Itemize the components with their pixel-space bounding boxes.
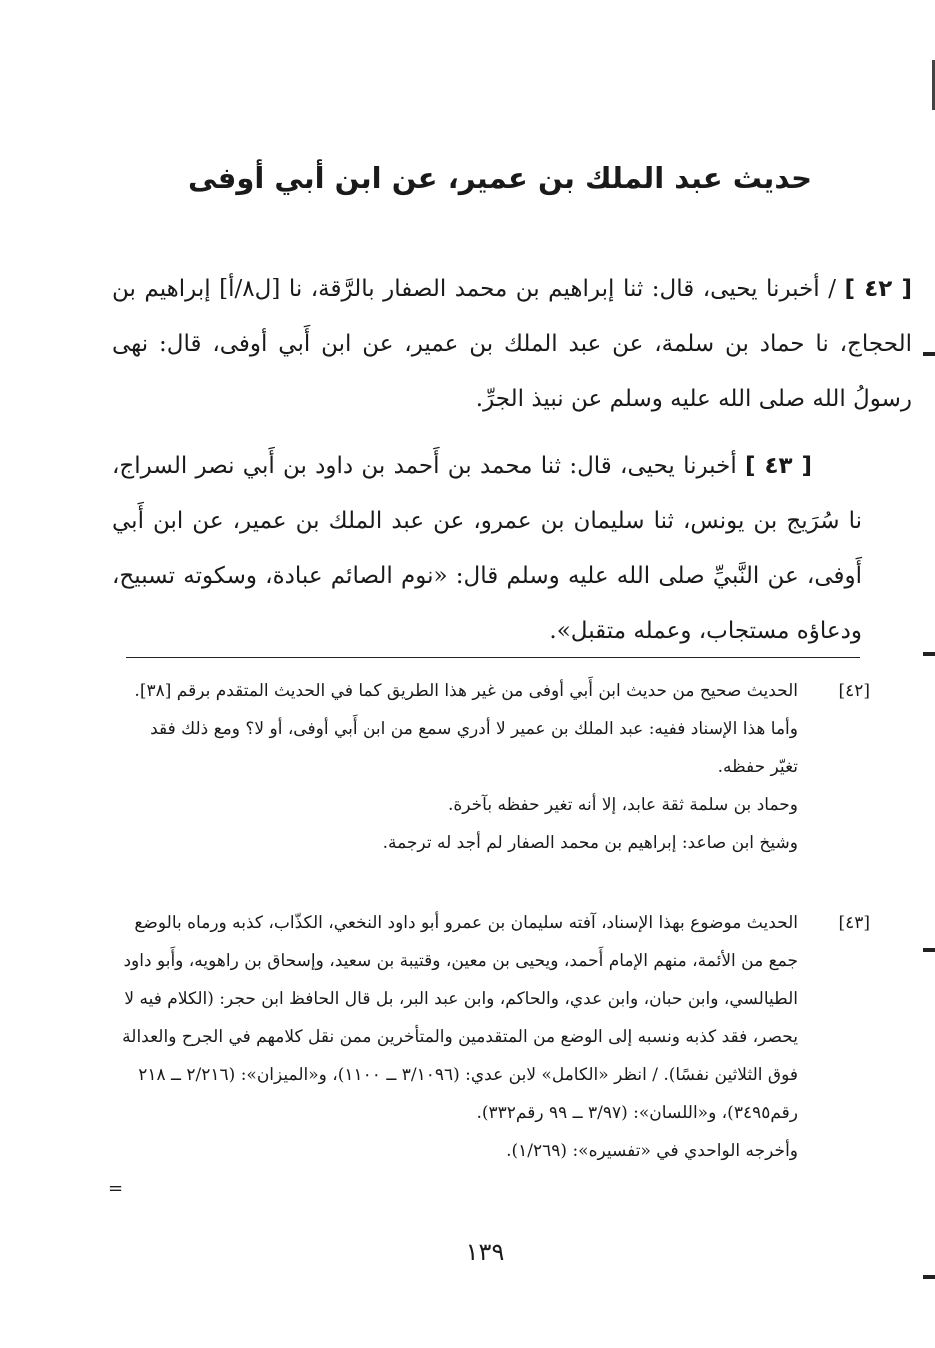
- margin-tick: [923, 352, 935, 356]
- page-title: حديث عبد الملك بن عمير، عن ابن أبي أوفى: [188, 161, 812, 195]
- hadith-number: [ ٤٣ ]: [744, 453, 812, 479]
- hadith-body: [112, 262, 912, 671]
- footnote-42: [118, 672, 870, 862]
- footnote-line: الحديث صحيح من حديث ابن أَبي أوفى من غير هذا الطريق كما في الحديث المتقدم برقم [٣٨].: [134, 681, 798, 701]
- footnote-43: [118, 904, 870, 1170]
- footnote-label: [٤٣]: [838, 913, 870, 933]
- hadith-number: [ ٤٢ ]: [844, 276, 912, 302]
- hadith-text: أخبرنا يحيى، قال: ثنا محمد بن أَحمد بن داود بن أَبي نصر السراج، نا سُرَيج بن يونس، ثنا سليمان بن عمرو، عن عبد الملك بن عمير، عن ابن أَبي أَوفى، عن النَّبيِّ صلى الله عليه وسلم قال: «نوم الصائم عبادة، وسكوته تسبيح، ودعاؤه مستجاب، وعمله متقبل».: [112, 453, 862, 644]
- hadith-42: [112, 262, 912, 427]
- page-number: ١٣٩: [465, 1238, 505, 1266]
- margin-tick: [923, 948, 935, 952]
- footnote-line: وأخرجه الواحدي في «تفسيره»: (١/٢٦٩).: [506, 1141, 798, 1161]
- footnote-label: [٤٢]: [838, 681, 870, 701]
- footnote-body: [118, 672, 798, 862]
- margin-tick: [923, 652, 935, 656]
- margin-tick: [923, 1275, 935, 1279]
- margin-mark: =: [108, 1178, 124, 1199]
- footnote-divider: [126, 657, 860, 658]
- footnote-line: الحديث موضوع بهذا الإسناد، آفته سليمان بن عمرو أبو داود النخعي، الكذّاب، كذبه ورماه بالوضع جمع من الأئمة، منهم الإمام أَحمد، ويحيى بن معين، وقتيبة بن سعيد، وإسحاق بن راهويه، وأَبو داود الطيالسي، وابن حبان، وابن عدي، والحاكم، وابن عبد البر، بل قال الحافظ ابن حجر: (الكلام فيه لا يحصر، فقد كذبه ونسبه إلى الوضع من المتقدمين والمتأخرين ممن نقل كلامهم في الجرح والعدالة فوق الثلاثين نفسًا). / انظر «الكامل» لابن عدي: (٣/١٠٩٦ ــ ١١٠٠)، و«الميزان»: (٢/٢١٦ ــ ٢١٨ رقم٣٤٩٥)، و«اللسان»: (٣/٩٧ ــ ٩٩ رقم٣٣٢).: [122, 913, 798, 1123]
- footnote-body: [118, 904, 798, 1170]
- footnote-line: وشيخ ابن صاعد: إبراهيم بن محمد الصفار لم أجد له ترجمة.: [382, 833, 798, 853]
- footnote-line: وأما هذا الإسناد ففيه: عبد الملك بن عمير لا أدري سمع من ابن أَبي أوفى، أو لا؟ ومع ذلك فقد تغيّر حفظه.: [150, 719, 798, 777]
- hadith-43: [112, 439, 862, 659]
- footnote-line: وحماد بن سلمة ثقة عابد، إلا أنه تغير حفظه بآخرة.: [447, 795, 798, 815]
- hadith-text: / أخبرنا يحيى، قال: ثنا إبراهيم بن محمد الصفار بالرَّقة، نا [ل٨/أ] إبراهيم بن الحجاج، نا حماد بن سلمة، عن عبد الملك بن عمير، عن ابن أَبي أوفى، قال: نهى رسولُ الله صلى الله عليه وسلم عن نبيذ الجرِّ.: [112, 276, 912, 412]
